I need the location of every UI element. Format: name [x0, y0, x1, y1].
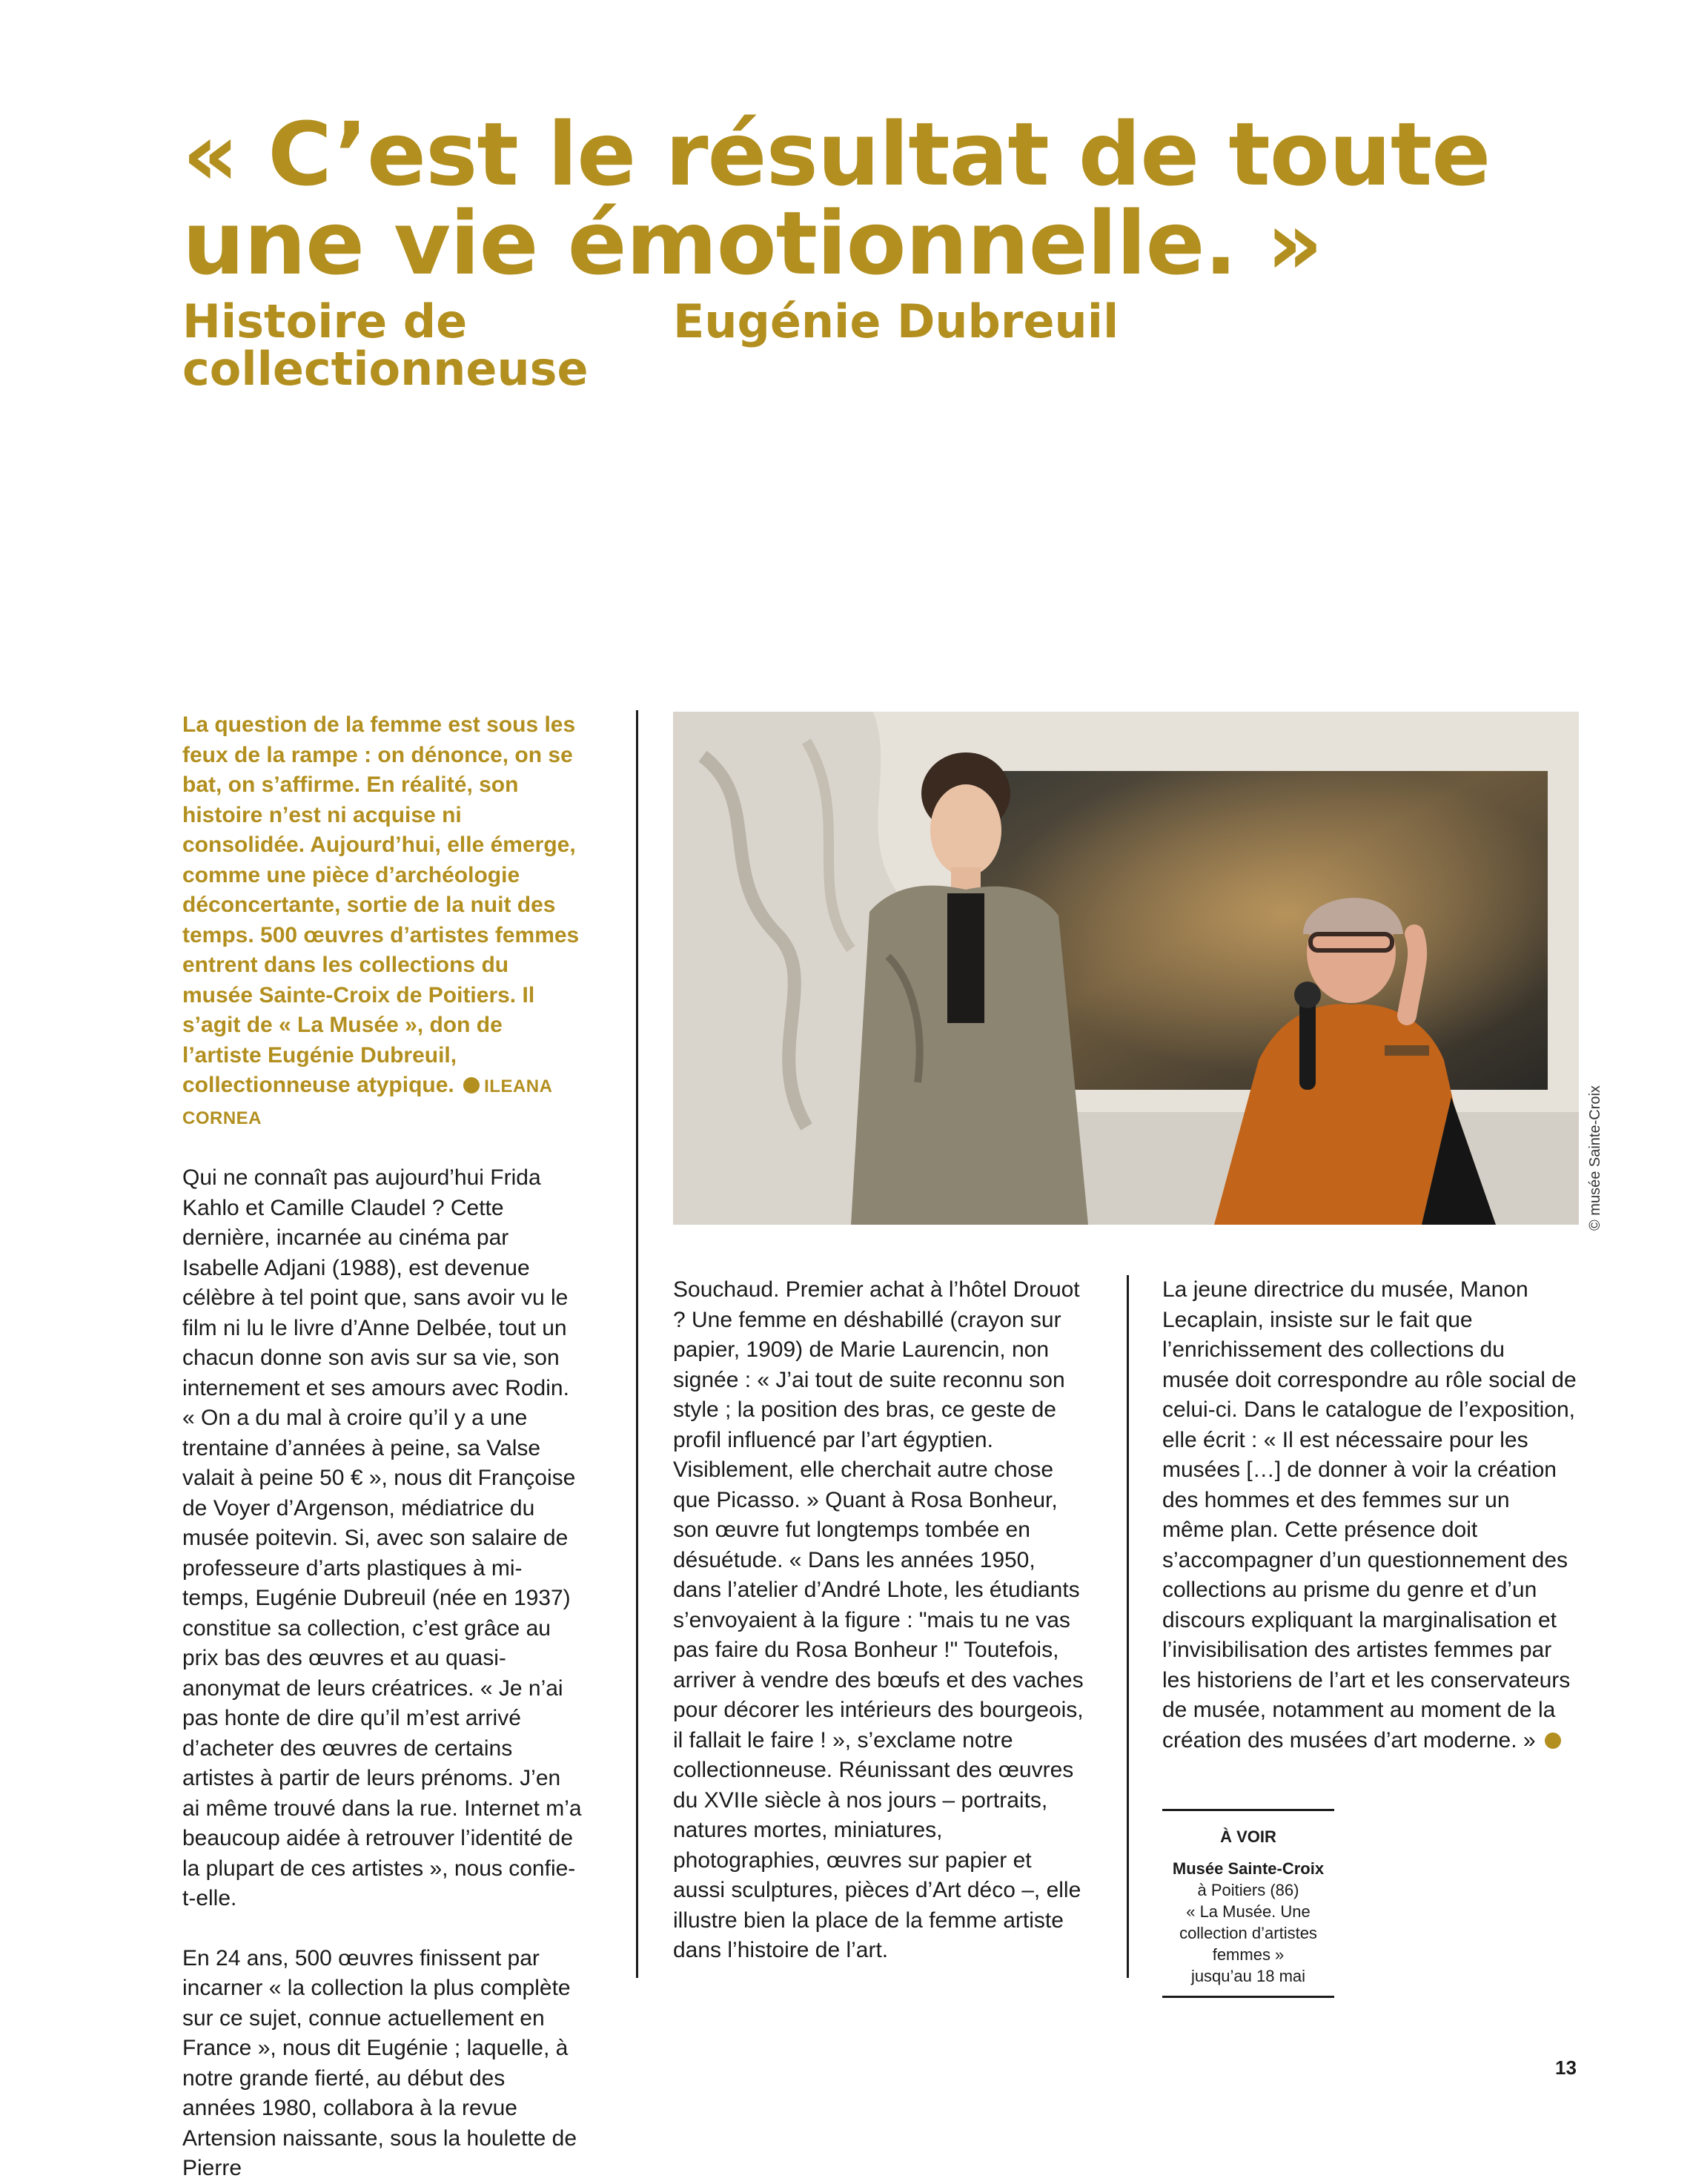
column-divider-2: [1127, 1275, 1129, 1978]
body-paragraph-3: Souchaud. Premier achat à l’hôtel Drouot ? Une femme en déshabillé (crayon sur papier, 1909) de Marie Laurencin, non signée : « J’ai tout de suite reconnu son style ; la position des bras, ce geste de profil influencé par l’art égyptien. Visiblement, elle cherchait autre chose que Picasso. » Quant à Rosa Bonheur, son œuvre fut longtemps tombée en désuétude. « Dans les années 1950, dans l’atelier d’André Lhote, les étudiants s’envoyaient à la figure : "mais tu ne vas pas faire du Rosa Bonheur !" Toutefois, arriver à vendre des bœufs et des vaches pour décorer les intérieurs des bourgeois, il fallait le faire ! », s’exclame notre collectionneuse. Réunissant des œuvres du XVIIe siècle à nos jours – portraits, natures mortes, miniatures, photographies, œuvres sur papier et aussi sculptures, pièces d’Art déco –, elle illustre bien la place de la femme artiste dans l’histoire de l’art.: [673, 1277, 1084, 1962]
body-paragraph-2: En 24 ans, 500 œuvres finissent par incarner « la collection la plus complète sur ce sujet, connue actuellement en France », nous dit Eugénie ; laquelle, à notre grande fierté, au début des années 1980, collabora à la revue Artension naissante, sous la houlette de Pierre: [182, 1945, 577, 2180]
kicker-section: Histoire de collectionneuse: [182, 294, 589, 396]
body-paragraph-4: La jeune directrice du musée, Manon Lecaplain, insiste sur le fait que l’enrichissement des collections du musée doit correspondre au rôle social de celui-ci. Dans le catalogue de l’exposition, elle écrit : « Il est nécessaire pour les musées […] de donner à voir la création des hommes et des femmes sur un même plan. Cette présence doit s’accompagner d’un questionnement des collections au prisme du genre et d’un discours expliquant la marginalisation et l’invisibilisation des artistes femmes par les historiens de l’art et les conservateurs de musée, notamment au moment de la création des musées d’art moderne. »: [1162, 1277, 1577, 1753]
a-voir-venue: Musée Sainte-Croix: [1172, 1859, 1325, 1878]
kicker-subject: Eugénie Dubreuil: [673, 294, 1119, 348]
bullet-dot-icon: [463, 1077, 480, 1093]
a-voir-dates: jusqu’au 18 mai: [1190, 1967, 1306, 1985]
body-paragraph-1: Qui ne connaît pas aujourd’hui Frida Kahlo et Camille Claudel ? Cette dernière, incarnée au cinéma par Isabelle Adjani (1988), est devenue célèbre à tel point que, sans avoir vu le film ni lu le livre d’Anne Delbée, tout un chacun donne son avis sur sa vie, son internement et ses amours avec Rodin. « On a du mal à croire qu’il y a une trentaine d’années à peine, sa Valse valait à peine 50 € », nous dit Françoise de Voyer d’Argenson, médiatrice du musée poitevin. Si, avec son salaire de professeure d’arts plastiques à mi-temps, Eugénie Dubreuil (née en 1937) constitue sa collection, c’est grâce au prix bas des œuvres et au quasi-anonymat de leurs créatrices. « Je n’ai pas honte de dire qu’il m’est arrivé d’acheter des œuvres de certains artistes à partir de leurs prénoms. J’en ai même trouvé dans la rue. Internet m’a beaucoup aidée à retrouver l’identité de la plupart de ces artistes », nous confie-t-elle.: [182, 1165, 582, 1910]
end-dot-icon: [1545, 1733, 1561, 1749]
a-voir-heading: À VOIR: [1220, 1827, 1276, 1846]
column-right: [1162, 1275, 1577, 1756]
a-voir-exhibition: « La Musée. Une collection d’artistes femmes »: [1179, 1902, 1317, 1964]
column-divider-1: [636, 710, 638, 1978]
chapo: [182, 710, 583, 1134]
photo-illustration: [673, 712, 1579, 1225]
page-number: 13: [1555, 2056, 1577, 2079]
column-left: [182, 710, 583, 2184]
event-photo: [673, 712, 1579, 1225]
photo-credit: © musée Sainte-Croix: [1587, 1085, 1603, 1231]
byline: ILEANA CORNEA: [182, 1076, 552, 1128]
a-voir-box: [1162, 1809, 1334, 1998]
a-voir-city: à Poitiers (86): [1197, 1881, 1299, 1899]
chapo-text: La question de la femme est sous les feux de la rampe : on dénonce, on se bat, on s’affirme. En réalité, son histoire n’est ni acquise ni consolidée. Aujourd’hui, elle émerge, comme une pièce d’archéologie déconcertante, sortie de la nuit des temps. 500 œuvres d’artistes femmes entrent dans les collections du musée Sainte-Croix de Poitiers. Il s’agit de « La Musée », don de l’artiste Eugénie Dubreuil, collectionneuse atypique.: [182, 712, 580, 1097]
headline: « C’est le résultat de toute une vie émotionnelle. »: [182, 103, 1491, 294]
column-middle: [673, 1275, 1088, 1966]
